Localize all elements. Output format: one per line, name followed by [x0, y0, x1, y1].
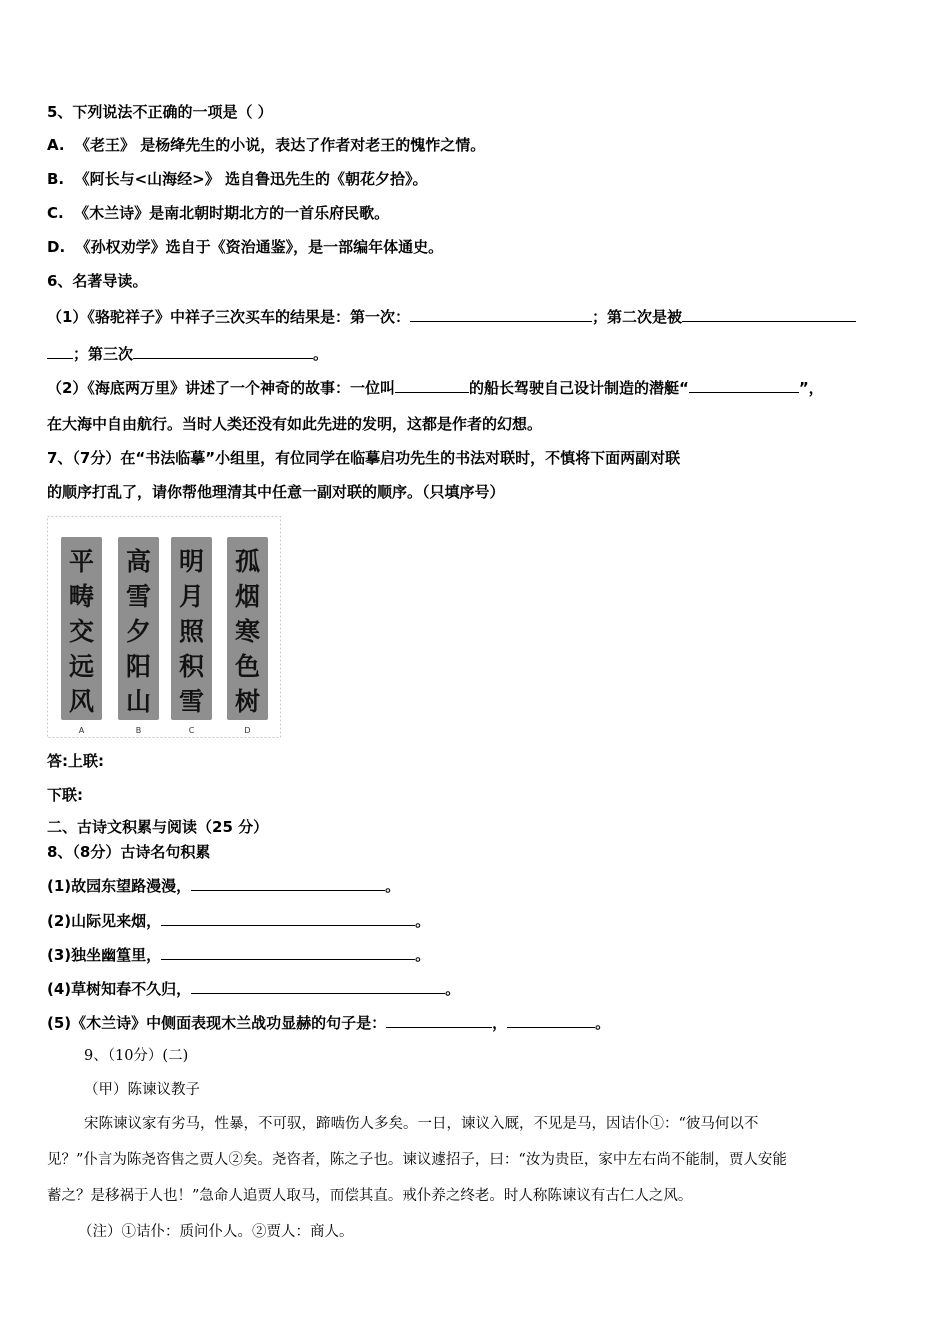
item-end: 。: [415, 946, 431, 964]
q7-answer-upper: 答:上联:: [47, 752, 104, 770]
q5-option-a[interactable]: [47, 135, 485, 155]
option-key: A.: [47, 136, 65, 154]
strip-char: 雪: [125, 582, 152, 611]
q6-p1-text-b: ；第二次是被: [591, 308, 682, 326]
item-end: 。: [385, 877, 401, 895]
q8-item-1: [47, 876, 400, 896]
q6-part1-line2: [47, 344, 328, 364]
strip-char: 交: [68, 617, 95, 646]
option-text: 《老王》 是杨绛先生的小说，表达了作者对老王的愧怍之情。: [75, 136, 486, 154]
answer-blank[interactable]: [395, 378, 469, 393]
option-key: C.: [47, 204, 64, 222]
item-end: 。: [445, 980, 461, 998]
answer-blank[interactable]: [191, 979, 445, 994]
strip-label: B: [135, 726, 142, 735]
strip-char: 明: [178, 547, 205, 576]
strip-char: 树: [234, 687, 261, 716]
item-text: (3)独坐幽篁里，: [47, 946, 162, 964]
item-text: (2)山际见来烟，: [47, 912, 162, 930]
q8-item-4: [47, 979, 460, 999]
answer-blank[interactable]: [410, 307, 592, 322]
answer-blank[interactable]: [47, 344, 73, 359]
strip-c: [171, 537, 212, 735]
q6-p1-text-c: ；第三次: [73, 345, 134, 363]
strip-char: 孤: [234, 547, 261, 576]
strip-char: 平: [68, 547, 95, 576]
option-text: 《木兰诗》是南北朝时期北方的一首乐府民歌。: [74, 204, 390, 222]
strip-char: 风: [68, 687, 95, 716]
q6-p2-text-c: ”，: [798, 379, 824, 397]
q6-p2-text-b: 的船长驾驶自己设计制造的潜艇“: [468, 379, 689, 397]
q9-note: （注）①诘仆：质问仆人。②贾人：商人。: [78, 1224, 354, 1240]
item-separator: ，: [492, 1014, 508, 1032]
option-key: B.: [47, 170, 65, 188]
option-text: 《孙权劝学》选自于《资治通鉴》，是一部编年体通史。: [75, 238, 444, 256]
q6-part1-line1: [47, 307, 856, 327]
strip-char: 夕: [125, 617, 152, 646]
option-text: 《阿长与<山海经>》 选自鲁迅先生的《朝花夕拾》。: [74, 170, 428, 188]
answer-blank[interactable]: [161, 911, 415, 926]
q7-stem-line1: 7、（7分）在“书法临摹”小组里，有位同学在临摹启功先生的书法对联时，不慎将下面两副对联: [47, 449, 681, 467]
option-key: D.: [47, 238, 66, 256]
item-text: (5)《木兰诗》中侧面表现木兰战功显赫的句子是：: [47, 1014, 387, 1032]
strip-char: 烟: [234, 582, 261, 611]
strip-char: 积: [178, 652, 205, 681]
q8-item-5: [47, 1013, 610, 1033]
q5-stem: 5、下列说法不正确的一项是（ ）: [47, 103, 273, 121]
strip-char: 雪: [178, 687, 205, 716]
q9-stem: 9、（10分）(二): [84, 1048, 189, 1064]
q8-item-3: [47, 945, 430, 965]
q9-passage-line-2: 见？”仆言为陈尧咨售之贾人②矣。尧咨者，陈之子也。谏议遽招子，曰：“汝为贵臣，家中左右尚不能制，贾人安能: [47, 1152, 787, 1168]
q9-passage-line-1: 宋陈谏议家有劣马，性暴，不可驭，蹄啮伤人多矣。一日，谏议入厩，不见是马，因诘仆①：“彼马何以不: [84, 1116, 759, 1132]
strip-char: 色: [234, 652, 261, 681]
strip-char: 山: [125, 687, 152, 716]
strip-label: A: [78, 726, 85, 735]
answer-blank[interactable]: [507, 1013, 595, 1028]
item-end: 。: [595, 1014, 611, 1032]
answer-blank[interactable]: [682, 307, 856, 322]
q6-p2-text-a: （2）《海底两万里》讲述了一个神奇的故事：一位叫: [47, 379, 395, 397]
section-2-heading: 二、古诗文积累与阅读（25 分）: [47, 818, 269, 836]
strip-char: 畴: [68, 582, 95, 611]
strip-label: D: [244, 726, 251, 735]
q8-stem: 8、（8分）古诗名句积累: [47, 843, 211, 861]
q5-option-d[interactable]: [47, 237, 443, 257]
q9-passage-title: （甲）陈谏议教子: [84, 1082, 200, 1098]
q9-passage-line-3: 蓄之？是移祸于人也！”急命人追贾人取马，而偿其直。戒仆养之终老。时人称陈谏议有古仁人之风。: [47, 1188, 693, 1204]
q6-p1-text-a: （1）《骆驼祥子》中祥子三次买车的结果是：第一次：: [47, 308, 410, 326]
q6-p1-text-d: 。: [313, 345, 329, 363]
strip-char: 月: [178, 582, 205, 611]
calligraphy-image: [47, 516, 281, 738]
answer-blank[interactable]: [161, 945, 415, 960]
strip-char: 照: [178, 617, 205, 646]
q5-option-c[interactable]: [47, 203, 389, 223]
answer-blank[interactable]: [386, 1013, 492, 1028]
strip-char: 远: [68, 652, 95, 681]
strip-char: 寒: [234, 617, 261, 646]
strip-b: [118, 537, 159, 735]
item-text: (1)故园东望路漫漫，: [47, 877, 192, 895]
answer-blank[interactable]: [133, 344, 313, 359]
q6-part2-line2: 在大海中自由航行。当时人类还没有如此先进的发明，这都是作者的幻想。: [47, 415, 543, 433]
q6-stem: 6、名著导读。: [47, 272, 148, 290]
item-text: (4)草树知春不久归，: [47, 980, 192, 998]
q8-item-2: [47, 911, 430, 931]
item-end: 。: [415, 912, 431, 930]
answer-blank[interactable]: [191, 876, 385, 891]
q5-option-b[interactable]: [47, 169, 427, 189]
answer-blank[interactable]: [689, 378, 799, 393]
strip-a: [61, 537, 102, 735]
strip-label: C: [188, 726, 195, 735]
q7-stem-line2: 的顺序打乱了，请你帮他理清其中任意一副对联的顺序。（只填序号）: [47, 483, 505, 501]
q7-answer-lower: 下联:: [47, 786, 83, 804]
strip-char: 高: [125, 547, 152, 576]
strip-char: 阳: [125, 652, 152, 681]
strip-d: [227, 537, 268, 735]
q6-part2-line1: [47, 378, 824, 398]
